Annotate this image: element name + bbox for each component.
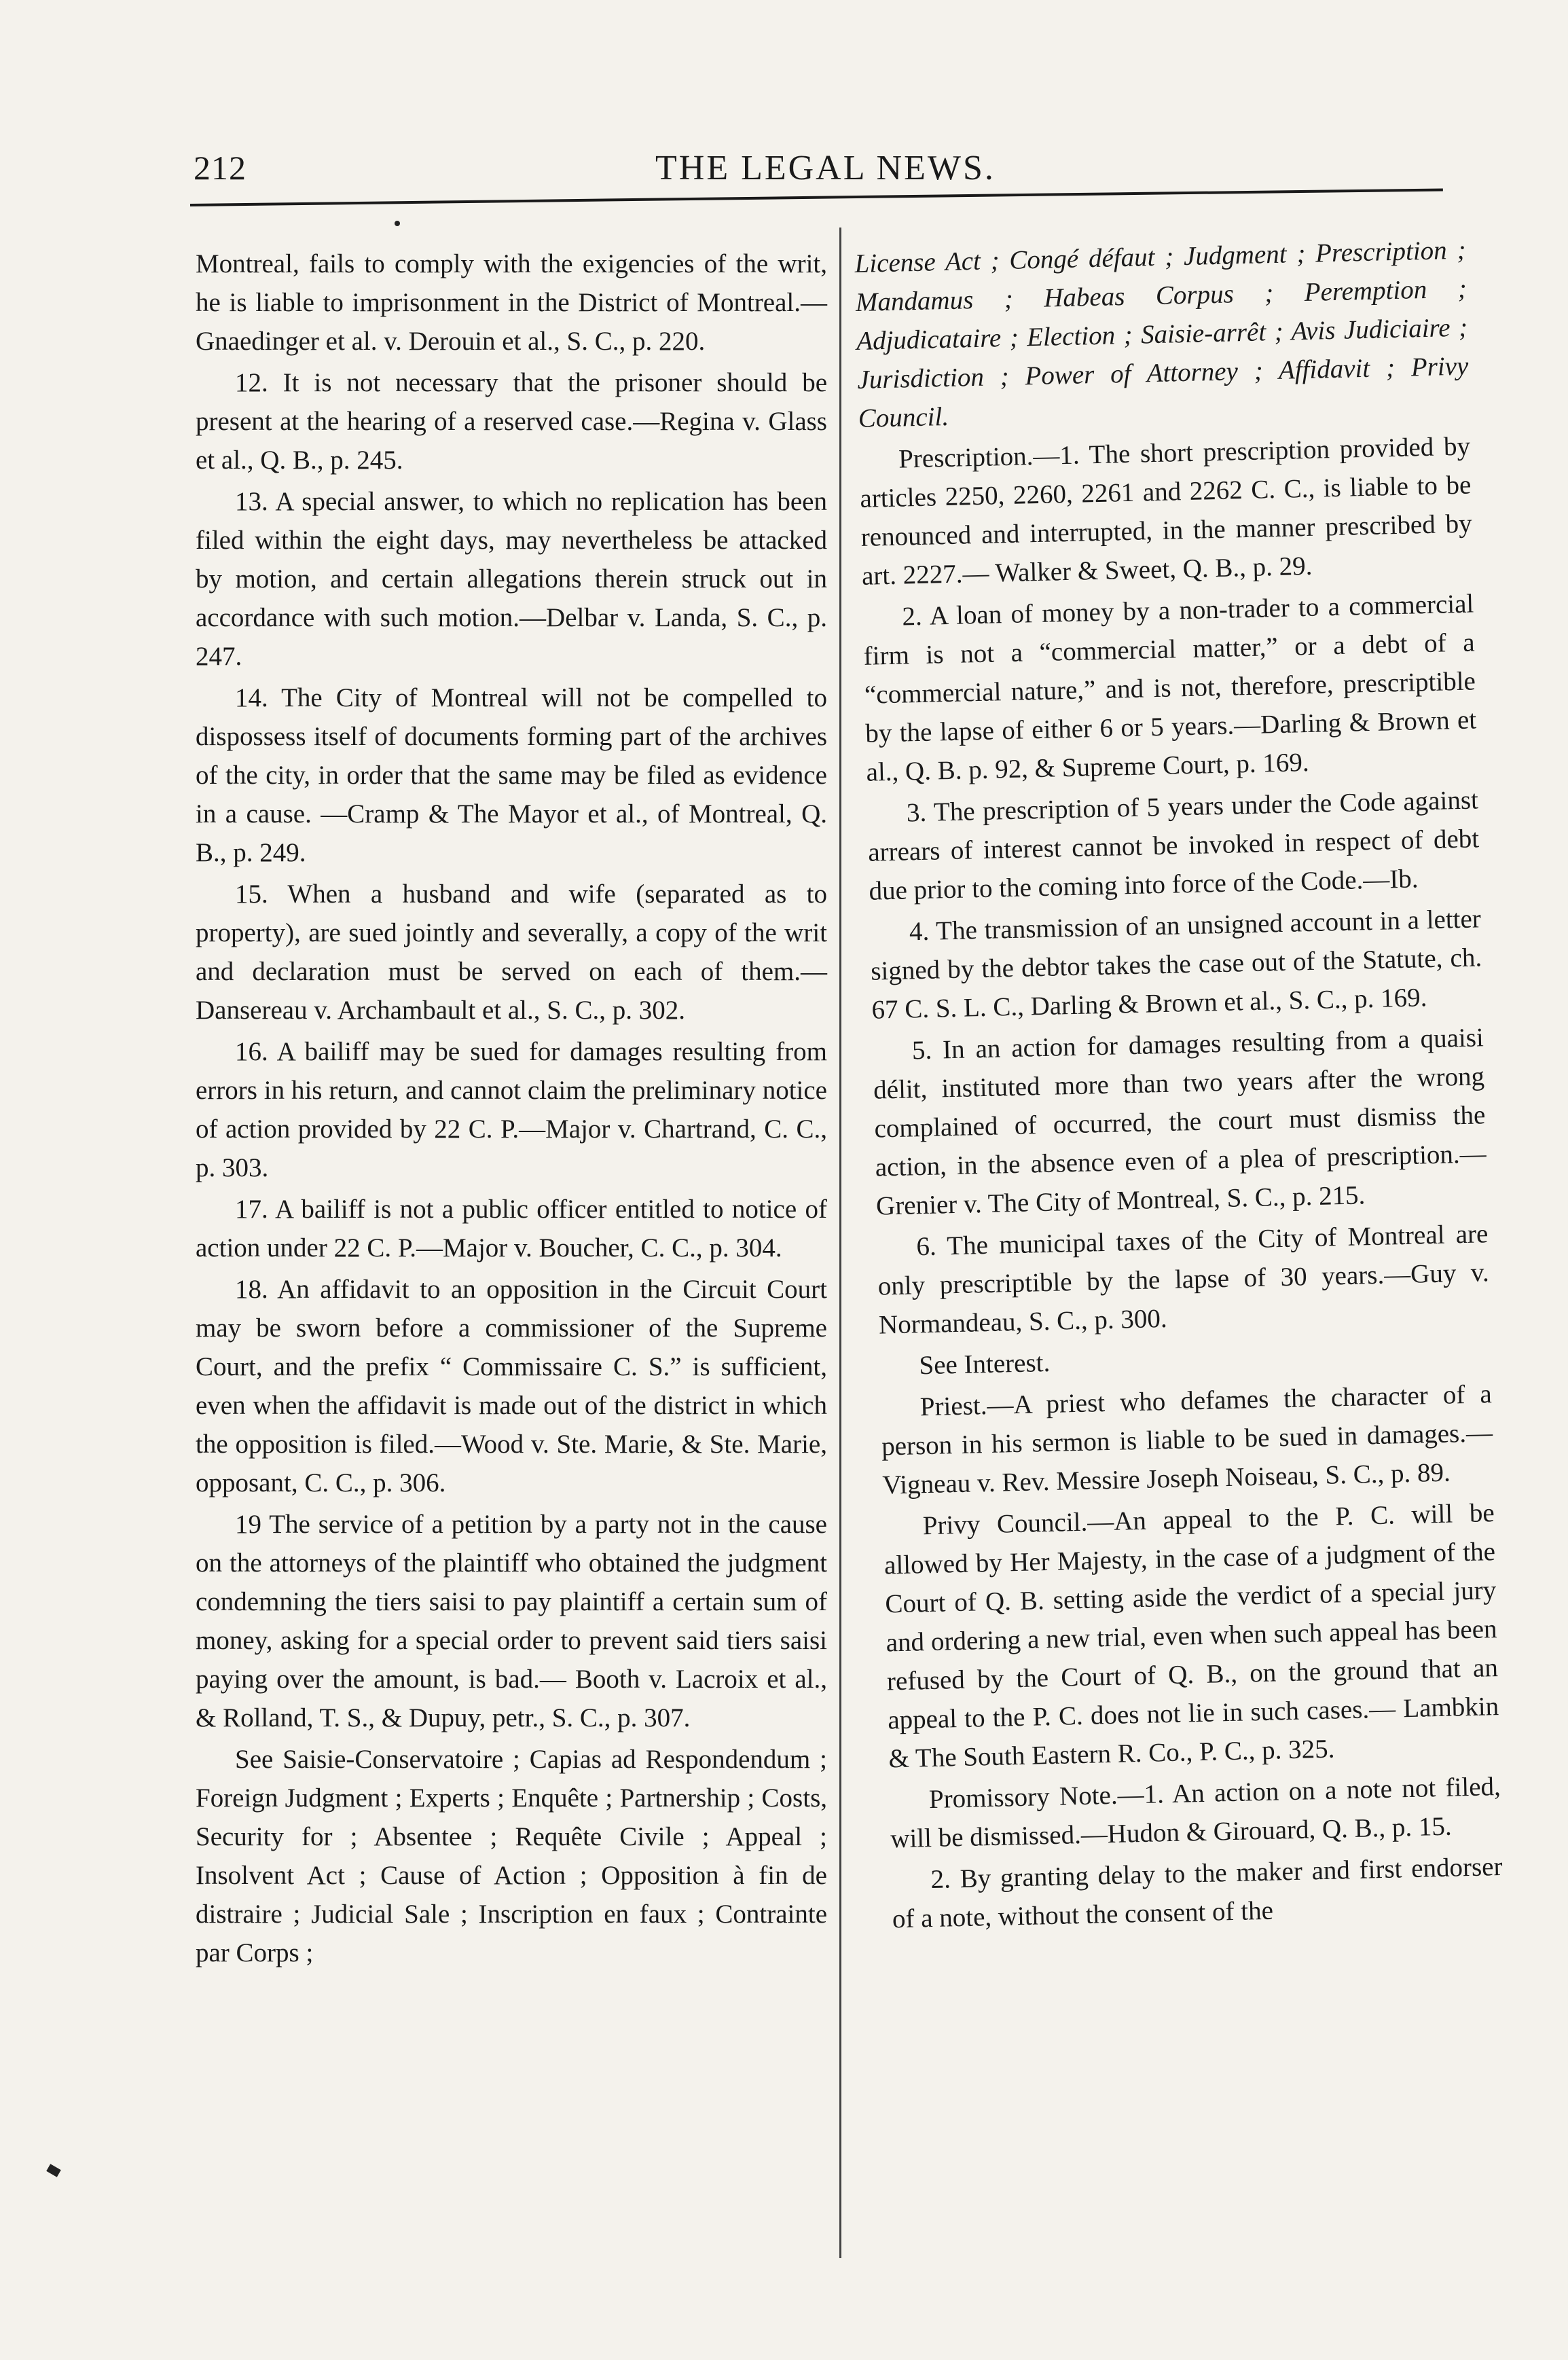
paragraph: 16. A bailiff may be sued for damages resulting from errors in his return, and cannot claim the preliminary notice of action provided by 22 C. P.—Major v. Chartrand, C. C., p. 303.	[196, 1037, 827, 1182]
paragraph: Priest.—A priest who defames the character of a person in his sermon is liable to be sued in damages.—Vigneau v. Rev. Messire Joseph Noiseau, S. C., p. 89.	[881, 1379, 1493, 1500]
paragraph: 6. The municipal taxes of the City of Montreal are only prescriptible by the lapse of 30 years.—Guy v. Normandeau, S. C., p. 300.	[877, 1219, 1490, 1340]
page-header	[194, 148, 1470, 196]
paragraph: 19 The service of a petition by a party not in the cause on the attorneys of the plaintiff who obtained the judgment condemning the tiers saisi to pay plaintiff a certain sum of money, asking for a special order to prevent said tiers saisi paying over the amount, is bad.— Booth v. Lacroix et al., & Rolland, T. S., & Dupuy, petr., S. C., p. 307.	[196, 1510, 827, 1732]
paragraph: Prescription.—1. The short prescription provided by articles 2250, 2260, 2261 and 2262 C. C., is liable to be renounced and interrupted, in the manner prescribed by art. 2227.— Walker & Sweet, Q. B., p. 29.	[860, 431, 1473, 591]
paragraph: Promissory Note.—1. An action on a note not filed, will be dismissed.—Hudon & Girouard, Q. B., p. 15.	[890, 1771, 1501, 1854]
paragraph: 12. It is not necessary that the prisoner should be present at the hearing of a reserved case.—Regina v. Glass et al., Q. B., p. 245.	[196, 368, 827, 475]
paragraph: See Interest.	[918, 1347, 1051, 1381]
paragraph: Privy Council.—An appeal to the P. C. will be allowed by Her Majesty, in the case of a judgment of the Court of Q. B. setting aside the verdict of a special jury and ordering a new trial, even when such appeal has been refused by the Court of Q. B., on the ground that an appeal to the P. C. does not lie in such cases.— Lambkin & The South Eastern R. Co., P. C., p. 325.	[883, 1498, 1499, 1774]
paragraph: See Saisie-Conservatoire ; Capias ad Respondendum ; Foreign Judgment ; Experts ; Enquête ; Partnership ; Costs, Security for ; Absentee ; Requête Civile ; Appeal ; Insolvent Act ; Cause of Action ; Opposition à fin de distraire ; Judicial Sale ; Inscription en faux ; Contrainte par Corps ;	[196, 1745, 827, 1967]
paragraph: 18. An affidavit to an opposition in the Circuit Court may be sworn before a commissioner of the Supreme Court, and the prefix “ Commissaire C. S.” is sufficient, even when the affidavit is made out of the district in which the opposition is filed.—Wood v. Ste. Marie, & Ste. Marie, opposant, C. C., p. 306.	[196, 1275, 827, 1497]
paragraph: 2. By granting delay to the maker and first endorser of a note, without the consent of the	[892, 1851, 1503, 1934]
paragraph: License Act ; Congé défaut ; Judgment ; Prescription ; Mandamus ; Habeas Corpus ; Peremption ; Adjudicataire ; Election ; Saisie-arrêt ; Avis Judiciaire ; Jurisdiction ; Power of Attorney ; Affidavit ; Privy Council.	[854, 235, 1469, 433]
paragraph: Montreal, fails to comply with the exigencies of the writ, he is liable to imprisonment in the District of Montreal.—Gnaedinger et al. v. Derouin et al., S. C., p. 220.	[196, 249, 827, 356]
running-title: THE LEGAL NEWS.	[655, 149, 996, 187]
paragraph: 5. In an action for damages resulting from a quaisi délit, instituted more than two years after the wrong complained of occurred, the court must dismiss the action, in the absence even of a plea of prescription.—Grenier v. The City of Montreal, S. C., p. 215.	[873, 1023, 1487, 1221]
column-divider	[839, 228, 841, 2258]
left-column	[196, 244, 827, 1975]
paragraph: 2. A loan of money by a non-trader to a commercial firm is not a “commercial matter,” or a debt of a “commercial nature,” and is not, therefore, prescriptible by the lapse of either 6 or 5 years.—Darling & Brown et al., Q. B. p. 92, & Supreme Court, p. 169.	[863, 589, 1477, 787]
paragraph: 15. When a husband and wife (separated as to property), are sued jointly and severally, a copy of the writ and declaration must be served on each of them.—Dansereau v. Archambault et al., S. C., p. 302.	[196, 879, 827, 1025]
paragraph: 3. The prescription of 5 years under the Code against arrears of interest cannot be invoked in respect of debt due prior to the coming into force of the Code.—Ib.	[867, 785, 1480, 906]
page-number: 212	[194, 149, 247, 187]
right-column	[854, 231, 1503, 1942]
paragraph: 13. A special answer, to which no replication has been filed within the eight days, may nevertheless be attacked by motion, and certain allegations therein struck out in accordance with such motion.—Delbar v. Landa, S. C., p. 247.	[196, 487, 827, 671]
paragraph: 14. The City of Montreal will not be compelled to dispossess itself of documents forming part of the archives of the city, in order that the same may be filed as evidence in a cause. —Cramp & The Mayor et al., of Montreal, Q. B., p. 249.	[196, 683, 827, 867]
paragraph: 17. A bailiff is not a public officer entitled to notice of action under 22 C. P.—Major v. Boucher, C. C., p. 304.	[196, 1195, 827, 1263]
ink-dot	[395, 221, 400, 226]
paragraph: 4. The transmission of an unsigned account in a letter signed by the debtor takes the case out of the Statute, ch. 67 C. S. L. C., Darling & Brown et al., S. C., p. 169.	[870, 904, 1482, 1025]
margin-mark	[46, 2164, 61, 2177]
